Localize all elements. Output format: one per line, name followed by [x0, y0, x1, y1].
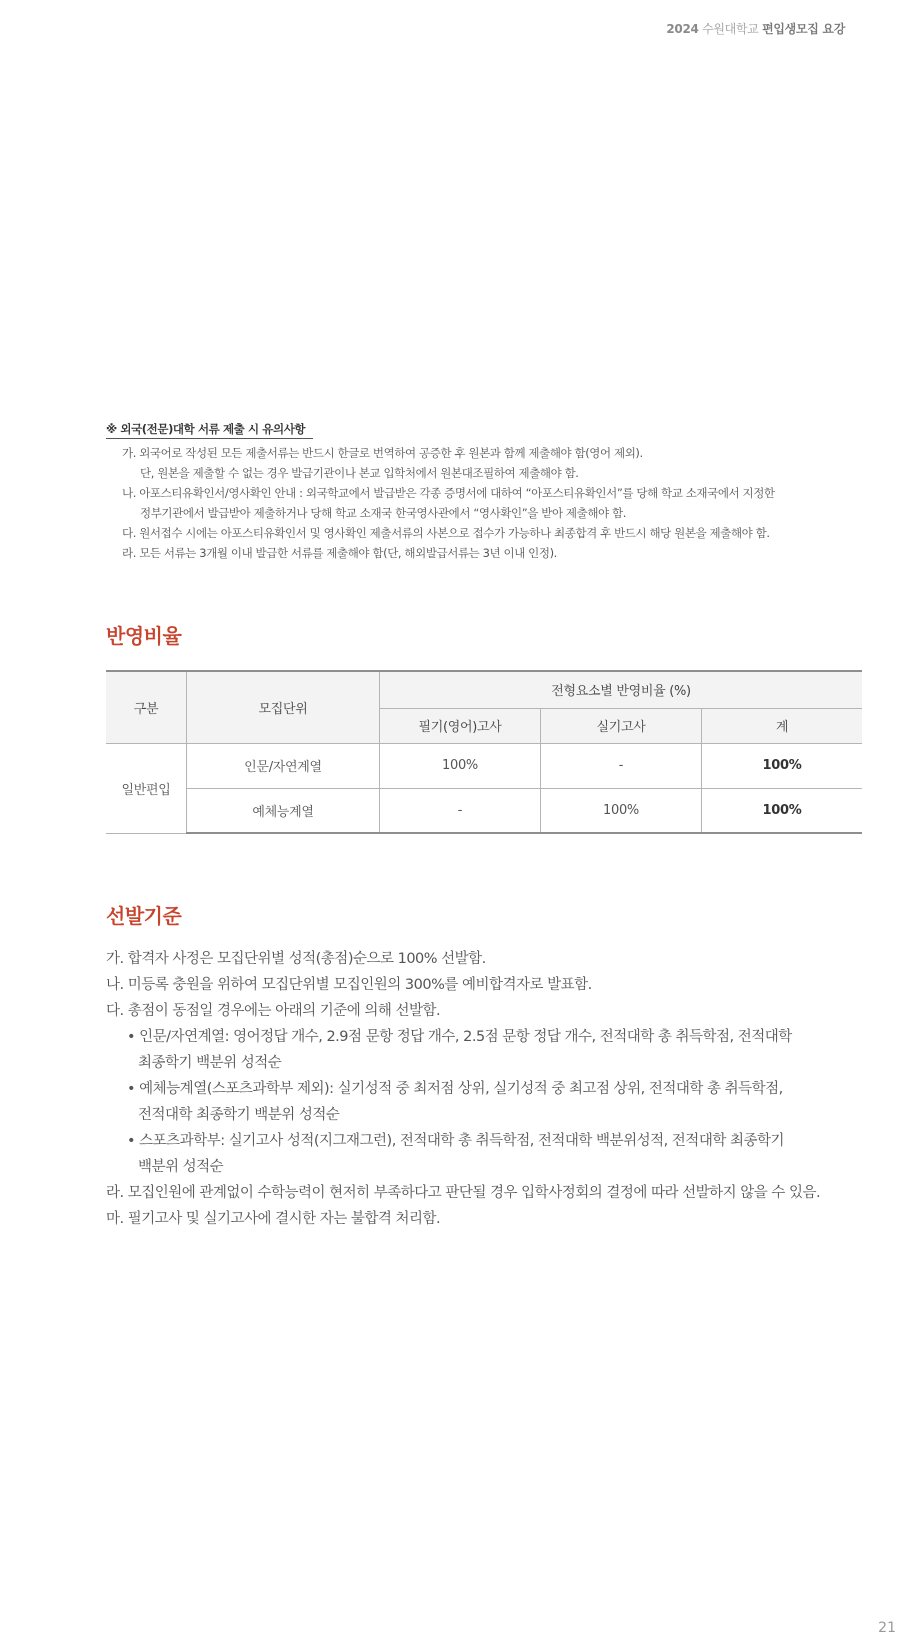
table-header-practical: 실기고사	[541, 708, 702, 743]
table-header-group: 전형요소별 반영비율 (%)	[380, 671, 863, 708]
table-cell-unit: 예체능계열	[187, 788, 380, 833]
header-title: 편입생모집 요강	[762, 22, 845, 36]
page-number: 21	[878, 1620, 896, 1636]
table-header-written: 필기(영어)고사	[380, 708, 541, 743]
tiebreak-bullet-continued: 백분위 성적순	[138, 1159, 224, 1175]
notice-item: 라. 모든 서류는 3개월 이내 발급한 서류를 제출해야 함(단, 해외발급서류는 3년 이내 인정).	[122, 546, 557, 560]
tiebreak-bullet: • 인문/자연계열: 영어정답 개수, 2.9점 문항 정답 개수, 2.5점 문항 정답 개수, 전적대학 총 취득학점, 전적대학	[127, 1029, 792, 1045]
criteria-line: 나. 미등록 충원을 위하여 모집단위별 모집인원의 300%를 예비합격자로 발표함.	[106, 977, 592, 993]
header-year: 2024	[666, 22, 699, 36]
table-row	[106, 743, 862, 788]
notice-item: 다. 원서접수 시에는 아포스티유확인서 및 영사확인 제출서류의 사본으로 접수가 가능하나 최종합격 후 반드시 해당 원본을 제출해야 함.	[122, 526, 770, 540]
table-cell-practical: 100%	[541, 788, 702, 833]
table-cell-written: 100%	[380, 743, 541, 788]
tiebreak-bullet-continued: 전적대학 최종학기 백분위 성적순	[138, 1107, 340, 1123]
table-cell-total: 100%	[702, 743, 863, 788]
table-header-total: 계	[702, 708, 863, 743]
criteria-section-title: 선발기준	[106, 904, 182, 928]
table-header-category: 구분	[106, 671, 187, 743]
table-cell-practical: -	[541, 743, 702, 788]
selection-criteria	[106, 946, 866, 1232]
ratio-table	[106, 670, 862, 834]
table-row	[106, 788, 862, 833]
notice-item: 나. 아포스티유확인서/영사확인 안내 : 외국학교에서 발급받은 각종 증명서에 대하여 “아포스티유확인서”를 당해 학교 소재국에서 지정한	[122, 486, 775, 500]
table-header-unit: 모집단위	[187, 671, 380, 743]
tiebreak-bullet: • 예체능계열(스포츠과학부 제외): 실기성적 중 최저점 상위, 실기성적 중 최고점 상위, 전적대학 총 취득학점,	[127, 1081, 783, 1097]
criteria-line: 라. 모집인원에 관계없이 수학능력이 현저히 부족하다고 판단될 경우 입학사정회의 결정에 따라 선발하지 않을 수 있음.	[106, 1185, 821, 1201]
notice-item-continued: 정부기관에서 발급받아 제출하거나 당해 학교 소재국 한국영사관에서 “영사확인”을 받아 제출해야 함.	[140, 506, 626, 520]
table-cell-written: -	[380, 788, 541, 833]
tiebreak-bullet-continued: 최종학기 백분위 성적순	[138, 1055, 282, 1071]
ratio-section-title: 반영비율	[106, 624, 182, 648]
foreign-document-notice	[106, 421, 846, 563]
tiebreak-bullet: • 스포츠과학부: 실기고사 성적(지그재그런), 전적대학 총 취득학점, 전적대학 백분위성적, 전적대학 최종학기	[127, 1133, 784, 1149]
page-header	[666, 20, 845, 37]
table-cell-unit: 인문/자연계열	[187, 743, 380, 788]
notice-item: 가. 외국어로 작성된 모든 제출서류는 반드시 한글로 번역하여 공증한 후 원본과 함께 제출해야 함(영어 제외).	[122, 446, 643, 460]
notice-item-continued: 단, 원본을 제출할 수 없는 경우 발급기관이나 본교 입학처에서 원본대조필하여 제출해야 함.	[140, 466, 579, 480]
table-cell-category: 일반편입	[106, 743, 187, 833]
criteria-line: 다. 총점이 동점일 경우에는 아래의 기준에 의해 선발함.	[106, 1003, 441, 1019]
notice-title: ※ 외국(전문)대학 서류 제출 시 유의사항	[106, 421, 313, 439]
criteria-line: 마. 필기고사 및 실기고사에 결시한 자는 불합격 처리함.	[106, 1211, 441, 1227]
table-cell-total: 100%	[702, 788, 863, 833]
header-university: 수원대학교	[702, 22, 759, 36]
criteria-line: 가. 합격자 사정은 모집단위별 성적(총점)순으로 100% 선발함.	[106, 951, 486, 967]
